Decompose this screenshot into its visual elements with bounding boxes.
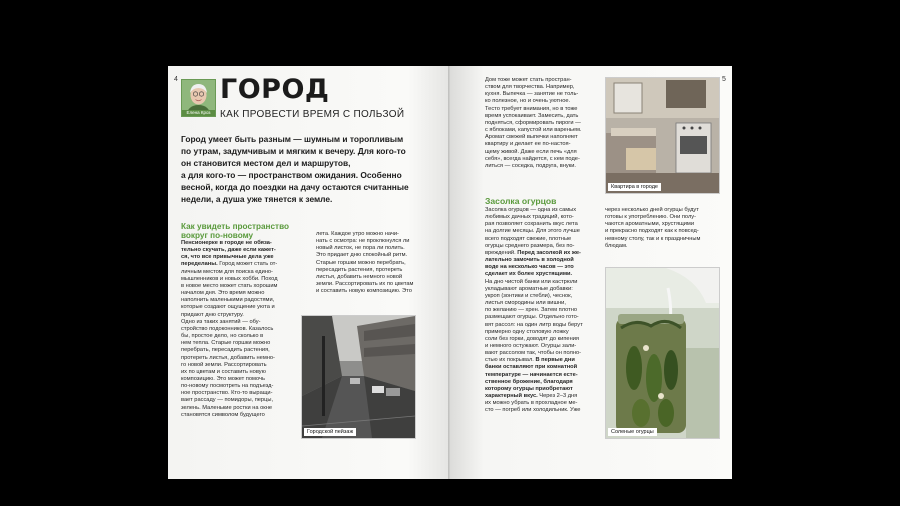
photo-caption-city: Городской пейзаж [304, 428, 356, 436]
section-heading-city: Как увидеть пространство вокруг по-новому [181, 222, 289, 240]
right-column-1: Засолка огурцов — одна из самых любимых дачных традиций, кото- рая позволяет сохранить вкус лета на долгие месяцы. Для этого лучше всего подходят свежие, плотные огурцы среднего размера, без по- вреждений. Перед засолкой их же- лательно замочить в холодной воде на несколько часов — это сделает их более хрустящими. На дно чистой банки или кастрюли укладывают ароматные добавки: укроп (зонтики и стебли), чеснок, листья смородины или вишни, по желанию — хрен. Затем плотно размещают огурцы. Отдельно гото- вят рассол: на один литр воды берут примерно одну столовую ложку соли без горки, доводят до кипения и немного остужают. Огурцы зали- вают рассолом так, чтобы он полно- стью их покрывал. В первые дни банки оставляют при комнатной температуре — начинается есте- ственное брожение, благодаря которому огурцы приобретают характерный вкус. Через 2–3 дня их можно убрать в прохладное ме- сто — погреб или холодильник. Уже [485, 207, 583, 414]
author-avatar [181, 79, 216, 117]
lead-paragraph [181, 133, 443, 205]
city-street-photo [301, 315, 416, 439]
photo-caption-pickles: Соленые огурцы [608, 428, 657, 436]
kitchen-photo [605, 77, 720, 194]
lead-line: весной, когда до поездки на дачу остаются считанные [181, 182, 409, 192]
author-name: Елена Кроз [182, 110, 215, 116]
section-heading-pickles: Засолка огурцов [485, 196, 557, 206]
article-title: ГОРОД [220, 74, 330, 105]
photo-caption-kitchen: Квартира в городе [608, 183, 661, 191]
right-page [450, 66, 732, 479]
pickles-photo [605, 267, 720, 439]
lead-line: недели, а душа уже тянется к земле. [181, 194, 333, 204]
article-subtitle: КАК ПРОВЕСТИ ВРЕМЯ С ПОЛЬЗОЙ [220, 109, 405, 120]
left-page [168, 66, 450, 479]
lead-line: он становится местом дел и маршрутов, [181, 158, 351, 168]
left-column-1: Пенсионерке в городе не обяза- тельно скучать, даже если кажет- ся, что все привычные дела уже переделаны. Город может стать от- личным местом для поиска едино- мышленников и новых хобби. Поход в новое место может стать хорошим началом дня. Это время можно наполнить маленькими радостями, которые создают ощущение уюта и придают дню структуру. Одно из таких занятий — обу- стройство подоконников. Казалось бы, простое дело, но сколько в нем тепла. Старые горшки можно перебрать, пересадить растения, протереть листья, добавить немно- го новой земли. Рассортировать их по цветам и составить новую композицию. Это может помочь по-новому посмотреть на подъезд- ное пространство. Кто-то выращи- вает рассаду — помидоры, перцы, зелень. Маленькие ростки на окне становятся символом будущего [181, 240, 278, 418]
right-column-2: через несколько дней огурцы будут готовы к употреблению. Они полу- чаются ароматными, хрустящими и прекрасно подходят как к повсед- невному столу, так и к праздничным блюдам. [605, 207, 701, 249]
right-column-top: Дом тоже может стать простран- ством для творчества. Например, кухня. Выпечка — занятие не толь- ко полезное, но и очень уютное. Тесто требует внимания, но в тоже время успокаивает. Замесить, дать подняться, сформировать пироги — с яблоками, капустой или вареньем. Аромат свежей выпечки наполняет квартиру и делает ее по-настоя- щему живой. Даже если печь «для себя», всегда найдется, с кем поде- литься — соседка, подруга, внуки. [485, 77, 582, 169]
lead-line: Город умеет быть разным — шумным и торопливым [181, 134, 404, 144]
lead-line: а для кого-то — пространством ожидания. Особенно [181, 170, 402, 180]
page-number-left: 4 [174, 76, 178, 83]
page-number-right: 5 [722, 76, 726, 83]
left-column-2: лета. Каждое утро можно начи- нать с осмотра: не проклюнулся ли новый листок, не пора ли полить. Это придает дню спокойный ритм. Старые горшки можно перебрать, пересадить растения, протереть листья, добавить немного новой земли. Рассортировать их по цветам и составить новую композицию. Это [316, 231, 414, 295]
lead-line: по утрам, задумчивым и мягким к вечеру. Для кого-то [181, 146, 406, 156]
